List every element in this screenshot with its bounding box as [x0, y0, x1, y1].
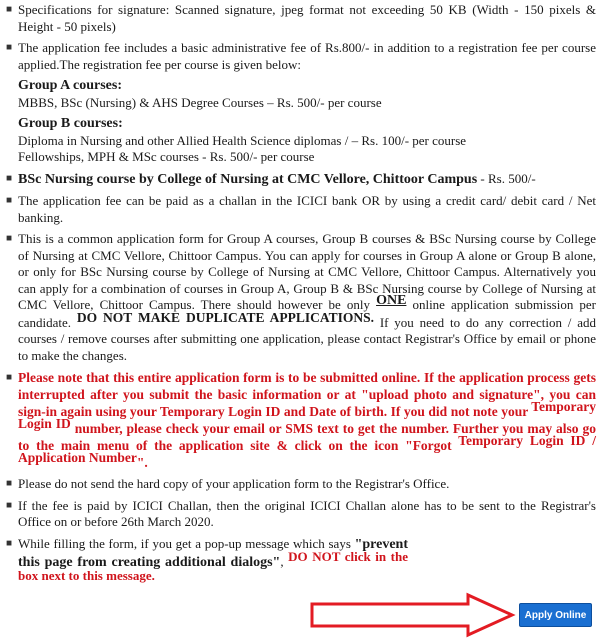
bullet-icon: ■ [6, 478, 13, 489]
red-notice: ". [136, 455, 148, 470]
bullet-icon: ■ [6, 42, 13, 53]
list-item [0, 231, 608, 364]
group-a-heading: Group A courses: [18, 78, 122, 93]
red-notice: number, please check your email or SMS text to get the number. Further you may also go to the main menu of the application site & click on the icon "Forgot [18, 421, 596, 453]
list-item [0, 369, 608, 471]
item-text: online application submission per candidate. [18, 297, 596, 330]
bullet-icon: ■ [6, 233, 13, 244]
list-item [0, 40, 608, 73]
temporary-login-id-application-number: Temporary Login ID / Application Number [18, 433, 596, 465]
item-text: This is a common application form for Group A courses, Group B courses & BSc Nursing course by College of Nursing at CMC Vellore, Chittoor Campus. You can apply for courses in Group A alone or Group B alone, or only for BSc Nursing course by College of Nursing at CMC Vellore, Chittoor Campus. Alternatively you can apply for a combination of courses in Group A, Group B & BSc Nursing course by College of Nursing at CMC Vellore, Chittoor Campus. There should however be only [18, 231, 596, 312]
item-text: If you need to do any correction / add courses / remove courses after submitting one application, please contact Registrar's Office by email or phone to make the changes. [18, 314, 596, 363]
group-b-line-2: Fellowships, MPH & MSc courses - Rs. 500/- per course [18, 149, 315, 164]
bullet-icon: ■ [6, 195, 13, 206]
item-text: The application fee can be paid as a challan in the ICICI bank OR by using a credit card/ debit card / Net banking. [18, 193, 596, 225]
bullet-icon: ■ [6, 372, 13, 383]
group-a-line: MBBS, BSc (Nursing) & AHS Degree Courses – Rs. 500/- per course [18, 94, 382, 110]
bullet-icon: ■ [6, 4, 13, 15]
list-item [0, 498, 608, 531]
red-notice: Please note that this entire application form is to be submitted online. If the application process gets interrupted after you submit the basic information or at "upload photo and signature", you can sign-in again using your Temporary Login ID and Date of birth. If you did not note your [18, 370, 596, 419]
arrow-right-icon [300, 592, 518, 638]
bsc-nursing-fee: - Rs. 500/- [477, 170, 536, 186]
group-b-line-1: Diploma in Nursing and other Allied Health Science diplomas / – Rs. 100/- per course [18, 132, 467, 148]
item-text: , [280, 554, 289, 569]
item-text: If the fee is paid by ICICI Challan, then the original ICICI Challan alone has to be sent to the Registrar's Office on or before 26th March 2020. [18, 497, 596, 529]
popup-quote: "prevent this page from creating additional dialogs" [18, 536, 408, 570]
bullet-icon: ■ [6, 172, 13, 184]
item-text: The application fee includes a basic administrative fee of Rs.800/- in addition to a registration fee per course applied.The registration fee per course is given below: [18, 40, 596, 72]
list-item [0, 536, 608, 590]
item-text: While filling the form, if you get a pop-up message which says [18, 535, 355, 551]
bullet-icon: ■ [6, 499, 13, 511]
bsc-nursing-heading: BSc Nursing course by College of Nursing at CMC Vellore, Chittoor Campus [18, 171, 478, 187]
group-b [0, 116, 608, 166]
item-text: Please do not send the hard copy of your application form to the Registrar's Office. [18, 476, 450, 491]
apply-online-button[interactable]: Apply Online [519, 603, 592, 627]
list-item [0, 193, 608, 226]
duplicate-warning: DO NOT MAKE DUPLICATE APPLICATIONS. [76, 309, 375, 325]
list-item [0, 2, 608, 35]
popup-warning: DO NOT click in the box next to this message. [18, 549, 408, 583]
list-item [0, 476, 608, 493]
list-item [0, 171, 608, 189]
item-text: Specifications for signature: Scanned signature, jpeg format not exceeding 50 KB (Width - 150 pixels & Height - 50 pixels) [18, 2, 596, 34]
temporary-login-id: Temporary Login ID [18, 399, 596, 431]
one-emphasis: ONE [376, 293, 407, 308]
bullet-icon: ■ [6, 537, 13, 549]
group-a [0, 78, 608, 111]
group-b-heading: Group B courses: [18, 116, 123, 131]
